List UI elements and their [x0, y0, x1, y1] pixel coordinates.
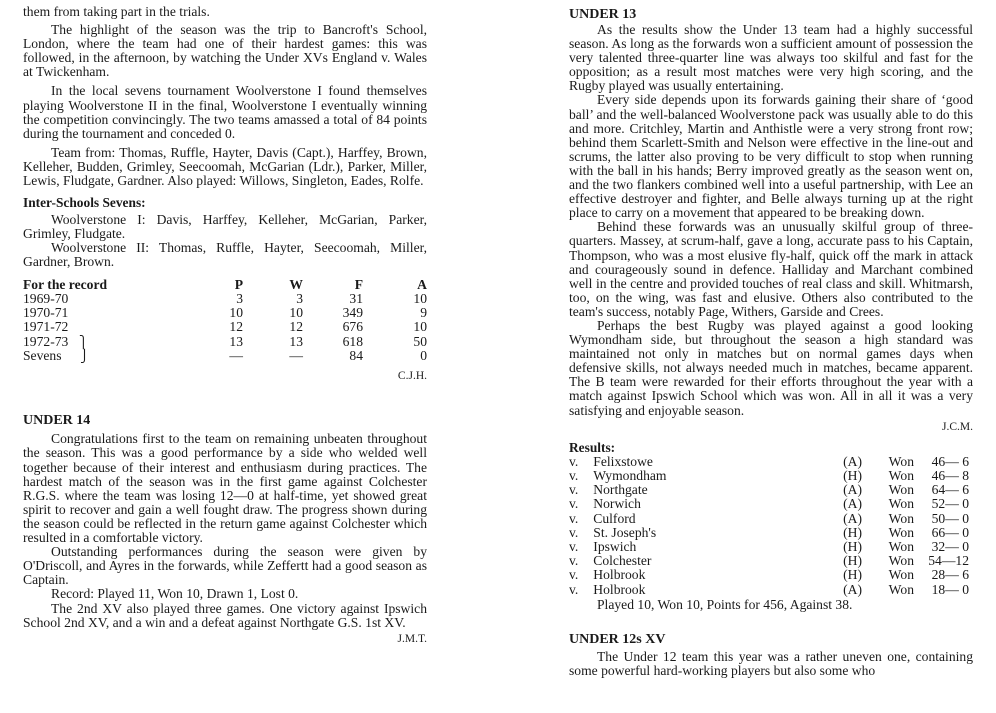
result-row	[569, 526, 969, 540]
paragraph: Outstanding performances during the season were given by O'Driscoll, and Ayres in the forwards, while Zeffertt had a good season as Captain.	[23, 544, 427, 588]
paragraph: Perhaps the best Rugby was played against a good looking Wymondham side, but throughout the season a high standard was maintained not only in matches but on normal games days when defensive skills, not always needed much in matches, became apparent. The B team were rewarded for their efforts throughout the year with a match against Ipswich School which was won. All in all it was a very satisfying and enjoyable season.	[569, 317, 973, 418]
record-season: 1969-70	[23, 290, 69, 306]
result-outcome: Won	[888, 467, 914, 483]
paragraph: The 2nd XV also played three games. One victory against Ipswich School 2nd XV, and a win and a defeat against Northgate G.S. 1st XV.	[23, 600, 427, 630]
record-header: For the record	[23, 276, 108, 292]
record-season: 1970-71	[23, 305, 69, 321]
result-score: 32— 0	[931, 538, 969, 554]
record-row	[23, 349, 427, 363]
result-row	[569, 497, 969, 511]
result-outcome: Won	[888, 581, 914, 597]
record-won: 12	[289, 319, 303, 335]
result-versus: v.	[569, 538, 579, 554]
result-versus: v.	[569, 553, 579, 569]
result-score: 46— 8	[931, 467, 969, 483]
result-venue: (H)	[843, 538, 863, 554]
result-opponent: Wymondham	[593, 467, 667, 483]
result-opponent: Ipswich	[593, 538, 637, 554]
signature: J.M.T.	[397, 632, 427, 645]
record-against: 10	[413, 319, 427, 335]
record-row	[23, 320, 427, 334]
paragraph: Congratulations first to the team on remaining unbeaten throughout the season. This was a good performance by a side who welded well together because of their interest and enthusiasm during practices. The hardest match of the season was in the first game against Colchester R.G.S. where the team was losing 12—0 at half-time, yet showed great spirit to recover and gain a well fought draw. The progress shown during the season could be reflected in the return game against Colchester which resulted in a comfortable victory.	[23, 431, 427, 546]
paragraph: The Under 12 team this year was a rather uneven one, containing some powerful hard-working players but also some who	[569, 648, 973, 678]
result-row	[569, 568, 969, 582]
record-for: 349	[342, 305, 363, 321]
result-outcome: Won	[888, 482, 914, 498]
result-venue: (H)	[843, 467, 863, 483]
result-row	[569, 540, 969, 554]
result-row	[569, 554, 969, 568]
section-heading-under13: UNDER 13	[569, 7, 637, 22]
record-played: 3	[236, 290, 243, 306]
result-row	[569, 483, 969, 497]
record-won: 3	[296, 290, 303, 306]
record-header: A	[417, 276, 427, 292]
result-outcome: Won	[888, 524, 914, 540]
result-venue: (A)	[843, 581, 863, 597]
result-score: 18— 0	[931, 581, 969, 597]
section-heading-under14: UNDER 14	[23, 413, 91, 429]
result-row	[569, 512, 969, 526]
result-outcome: Won	[888, 538, 914, 554]
result-opponent: Colchester	[593, 553, 652, 569]
result-versus: v.	[569, 510, 579, 526]
record-row	[23, 335, 427, 349]
paragraph: Team from: Thomas, Ruffle, Hayter, Davis (Capt.), Harffey, Brown, Kelleher, Budden, Grimley, Seecoomah, McGarian (Ldr.), Parker, Miller, Lewis, Fludgate, Gardner. Also played: Willows, Singleton, Eades, Rolfe.	[23, 144, 427, 189]
record-won: 13	[289, 333, 303, 349]
result-venue: (H)	[843, 553, 863, 569]
paragraph: Record: Played 11, Won 10, Drawn 1, Lost 0.	[51, 586, 299, 602]
result-versus: v.	[569, 467, 579, 483]
left-page	[23, 5, 427, 646]
result-opponent: Culford	[593, 510, 636, 526]
result-row	[569, 583, 969, 597]
record-row	[23, 306, 427, 320]
result-outcome: Won	[888, 453, 914, 469]
sevens-heading: Inter-Schools Sevens:	[23, 195, 146, 211]
brace-icon: ⎭	[80, 348, 90, 363]
result-row	[569, 469, 969, 483]
record-for: 31	[349, 290, 363, 306]
section-heading-under12: UNDER 12s XV	[569, 631, 666, 647]
result-score: 46— 6	[931, 453, 969, 469]
result-venue: (A)	[843, 453, 863, 469]
right-page	[569, 7, 973, 678]
sevens-team: Woolverstone II: Thomas, Ruffle, Hayter, Seecoomah, Miller, Gardner, Brown.	[23, 240, 427, 270]
result-score: 52— 0	[931, 496, 969, 512]
record-won: —	[289, 347, 303, 363]
result-score: 54—12	[928, 553, 969, 569]
result-opponent: Norwich	[593, 496, 641, 512]
result-score: 28— 6	[931, 567, 969, 583]
record-season: 1971-72	[23, 319, 69, 335]
record-table	[23, 278, 427, 364]
paragraph: Behind these forwards was an unusually skilful group of three-quarters. Massey, at scrum-half, gave a long, accurate pass to his Captain, Thompson, who was a most elusive fly-half, quick off the mark in attack and courageously sound in defence. Halliday and Marchant combined well in the centre and provided touches of real class and skill. Whitmarsh, too, on the wing, was fast and elusive. Others also contributed to the team's success, notably Page, Withers, Garside and Crees.	[569, 219, 973, 319]
result-outcome: Won	[888, 496, 914, 512]
result-venue: (H)	[843, 567, 863, 583]
paragraph: The highlight of the season was the trip to Bancroft's School, London, where the team had one of their hardest games: this was followed, in the afternoon, by watching the Under XVs England v. Wales at Twickenham.	[23, 22, 427, 80]
result-versus: v.	[569, 581, 579, 597]
record-for: 676	[342, 319, 363, 335]
results-heading: Results:	[569, 439, 616, 455]
result-venue: (A)	[843, 482, 863, 498]
record-for: 618	[342, 333, 363, 349]
signature: C.J.H.	[397, 370, 427, 383]
record-for: 84	[349, 347, 363, 363]
result-score: 64— 6	[931, 482, 969, 498]
result-opponent: Holbrook	[593, 567, 646, 583]
record-against: 50	[413, 333, 427, 349]
result-score: 66— 0	[931, 524, 969, 540]
record-season: Sevens ⎭	[23, 349, 153, 363]
result-score: 50— 0	[931, 510, 969, 526]
result-outcome: Won	[888, 553, 914, 569]
paragraph: As the results show the Under 13 team had a highly successful season. As long as the forwards won a sufficient amount of possession the very talented three-quarter line was always too skilful and fast for the opposition; as a result most matches were very high scoring, and the Rugby played was usually entertaining.	[569, 22, 973, 94]
record-header: P	[234, 276, 243, 292]
paragraph: them from taking part in the trials.	[23, 4, 210, 19]
result-versus: v.	[569, 567, 579, 583]
record-played: —	[229, 347, 243, 363]
paragraph: In the local sevens tournament Woolverstone I found themselves playing Woolverstone II in the final, Woolverstone I eventually winning the competition convincingly. The two teams amassed a total of 84 points during the tournament and conceded 0.	[23, 83, 427, 141]
result-outcome: Won	[888, 510, 914, 526]
record-against: 10	[413, 290, 427, 306]
result-opponent: Holbrook	[593, 581, 646, 597]
brace-icon: ⎫	[78, 334, 88, 349]
record-season: 1972-73 ⎫	[23, 335, 153, 349]
record-header: W	[289, 276, 303, 292]
result-opponent: Northgate	[593, 482, 648, 498]
record-header: F	[354, 276, 363, 292]
record-played: 13	[229, 333, 243, 349]
record-row	[23, 292, 427, 306]
sevens-team: Woolverstone I: Davis, Harffey, Kelleher, McGarian, Parker, Grimley, Fludgate.	[23, 212, 427, 242]
record-against: 9	[420, 305, 427, 321]
result-versus: v.	[569, 524, 579, 540]
record-played: 10	[229, 305, 243, 321]
result-versus: v.	[569, 482, 579, 498]
result-opponent: St. Joseph's	[593, 524, 657, 540]
result-venue: (A)	[843, 510, 863, 526]
result-venue: (A)	[843, 496, 863, 512]
record-played: 12	[229, 319, 243, 335]
results-table	[569, 455, 969, 597]
result-versus: v.	[569, 496, 579, 512]
paragraph: Every side depends upon its forwards gaining their share of ‘good ball’ and the well-balanced Woolverstone pack was usually able to do this and more. Critchley, Martin and Anthistle were a very strong front row; behind them Scarlett-Smith and Nelson were effective in the line-out and scrums, the latter also proving to be very difficult to stop when running with the ball in his hands; Berry improved greatly as the season went on, and the two flankers combined well into a useful partnership, with Lee an effective destroyer and fighter, and Belle always turning up at the right place to carry on a movement that appeared to be breaking down.	[569, 92, 973, 221]
result-outcome: Won	[888, 567, 914, 583]
results-summary: Played 10, Won 10, Points for 456, Against 38.	[597, 596, 853, 612]
result-row	[569, 455, 969, 469]
result-venue: (H)	[843, 524, 863, 540]
result-opponent: Felixstowe	[593, 453, 653, 469]
signature: J.C.M.	[942, 420, 973, 433]
record-against: 0	[420, 347, 427, 363]
result-versus: v.	[569, 453, 579, 469]
record-won: 10	[289, 305, 303, 321]
record-header-row	[23, 278, 427, 292]
